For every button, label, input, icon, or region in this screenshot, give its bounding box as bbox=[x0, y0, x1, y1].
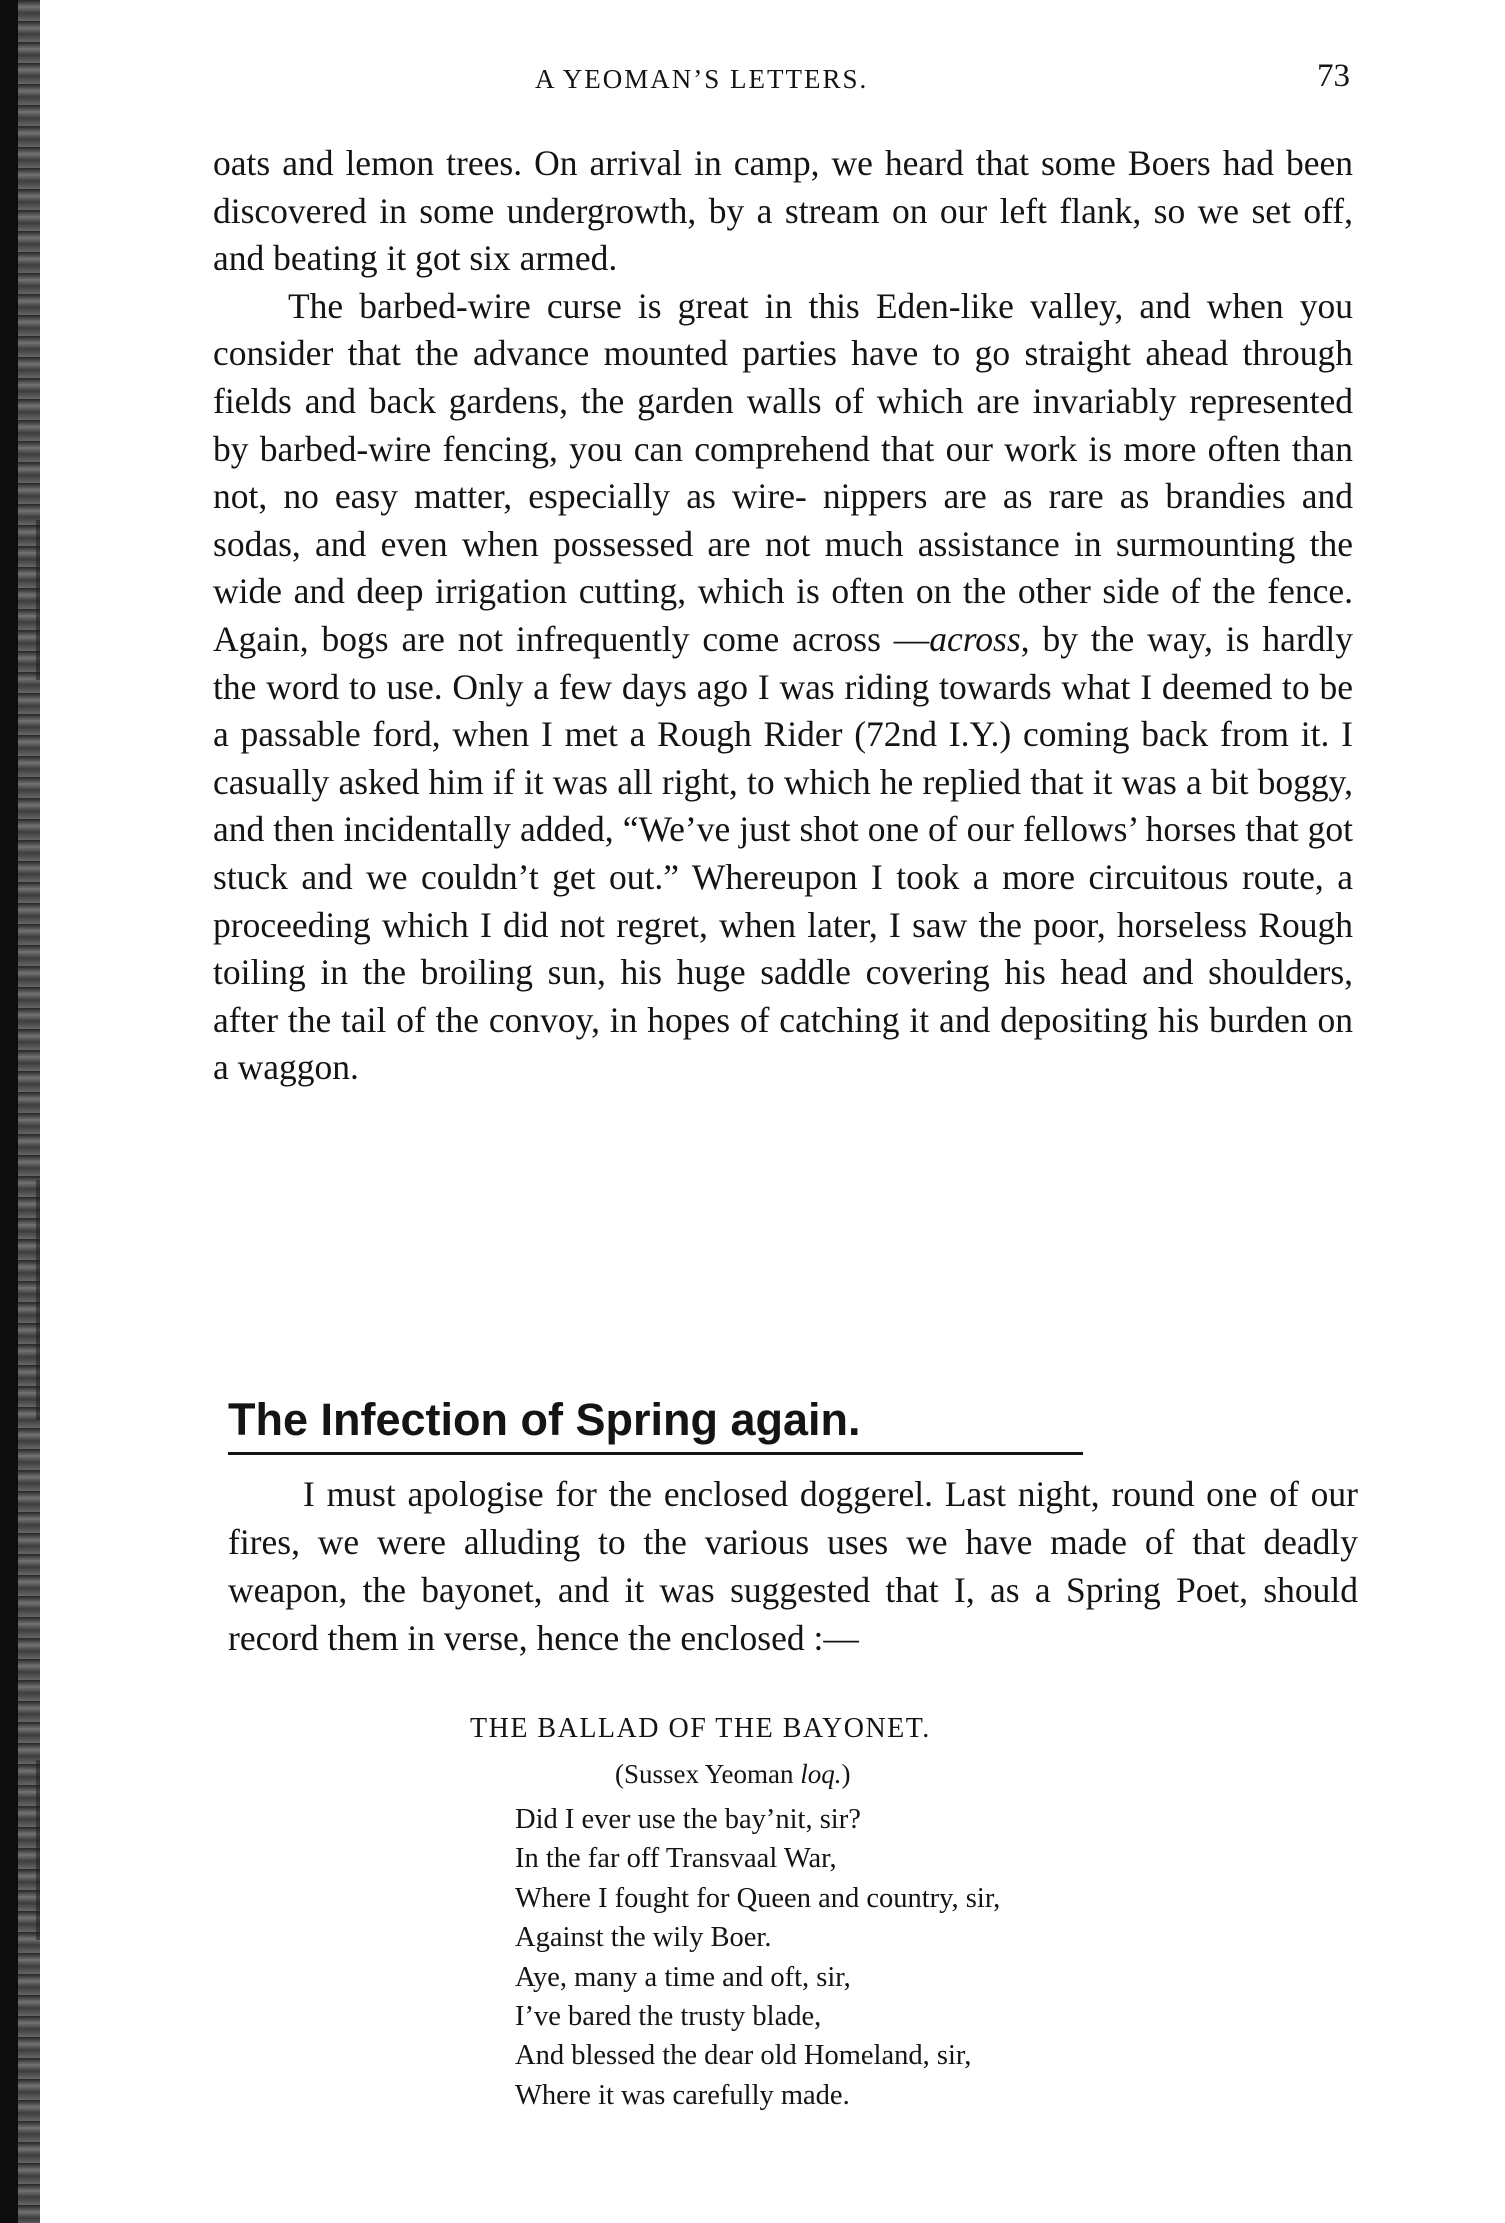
text-line: by a stream on our left flank, so we set off, and beating bbox=[213, 190, 1354, 279]
subtitle-italic: loq. bbox=[800, 1759, 842, 1789]
text-line: that some Boers had been discovered in some undergrowth, bbox=[213, 143, 1354, 231]
paragraph bbox=[213, 283, 1353, 1092]
text-line: horses that got stuck and we couldn’t get out.” Whereupon bbox=[213, 809, 1354, 897]
text-line: , by the way, is hardly the word to use. Only a few bbox=[213, 618, 1354, 707]
paragraph bbox=[213, 140, 1353, 283]
paragraph bbox=[228, 1470, 1358, 1662]
text-line: I must apologise for the enclosed doggerel. Last night, bbox=[303, 1474, 1100, 1514]
text-line: and when you consider that the advance mounted parties bbox=[213, 285, 1353, 374]
section-heading: The Infection of Spring again. bbox=[228, 1392, 1083, 1455]
verse-line: I’ve bared the trusty blade, bbox=[515, 2001, 822, 2033]
text-line: which he replied that it was a bit boggy, and then bbox=[213, 761, 1353, 850]
text-line: verse, hence the enclosed :— bbox=[443, 1618, 859, 1658]
edge-streak bbox=[36, 1180, 40, 1420]
dash: — bbox=[893, 618, 930, 659]
text-line: and deep irrigation cutting, which is often on the other side bbox=[293, 571, 1160, 612]
verse-line: Where it was carefully made. bbox=[515, 2079, 850, 2111]
subtitle-prefix: (Sussex Yeoman bbox=[615, 1759, 801, 1789]
text-line: we have made of that deadly weapon, the bayonet, and it was bbox=[228, 1522, 1359, 1610]
text-line: incidentally added, “We’ve just shot one of our fellows’ bbox=[343, 809, 1137, 850]
text-line: nippers are as rare as brandies and sodas, and even when bbox=[213, 476, 1353, 564]
text-line: of the fence. Again, bogs are not infrequently come across bbox=[213, 571, 1353, 659]
text-line: shoulders, after the tail of the convoy, in hopes of catching bbox=[213, 952, 1354, 1040]
text-line: it got six armed. bbox=[386, 238, 618, 279]
text-line: have to go straight ahead through fields and back gardens, bbox=[213, 333, 1353, 421]
text-line: days ago I was riding towards what I deemed to be a bbox=[213, 666, 1353, 755]
ballad-title: THE BALLAD OF THE BAYONET. bbox=[470, 1713, 931, 1744]
text-line: more often than not, no easy matter, especially as wire- bbox=[213, 428, 1353, 517]
edge-streak bbox=[36, 520, 40, 680]
text-line: back from it. I casually asked him if it was all right, to bbox=[213, 714, 1353, 802]
body-text bbox=[213, 140, 1353, 1092]
text-line: it and depositing his burden on a waggon. bbox=[213, 999, 1353, 1088]
text-line: barbed-wire fencing, you can comprehend that our work is bbox=[259, 428, 1113, 469]
text-line: passable ford, when I met a Rough Rider (72nd I.Y.) coming bbox=[240, 714, 1130, 755]
verse-line: Did I ever use the bay’nit, sir? bbox=[515, 1804, 861, 1835]
running-header bbox=[215, 50, 1360, 110]
text-line: I took a more circuitous route, a proceeding which I did not bbox=[213, 856, 1354, 945]
ballad-verse bbox=[515, 1800, 1000, 2115]
verse-line: And blessed the dear old Homeland, sir, bbox=[515, 2040, 972, 2072]
italic-word: across bbox=[929, 618, 1021, 659]
text-line: The barbed-wire curse is great in this Eden-like valley, bbox=[288, 285, 1124, 326]
text-line: suggested that I, as a Spring Poet, should record them in bbox=[228, 1570, 1359, 1658]
text-line: in the broiling sun, his huge saddle covering his head and bbox=[320, 952, 1194, 993]
page-edge-shadow bbox=[0, 0, 40, 2223]
verse-line: Where I fought for Queen and country, sir, bbox=[515, 1882, 1001, 1914]
page-number: 73 bbox=[1317, 58, 1350, 94]
verse-line: Aye, many a time and oft, sir, bbox=[515, 1961, 851, 1993]
subtitle-suffix: ) bbox=[841, 1759, 851, 1789]
text-line: possessed are not much assistance in surmounting the wide bbox=[213, 523, 1353, 612]
text-line: round one of our fires, we were alluding to the various uses bbox=[228, 1474, 1358, 1562]
text-line: the garden walls of which are invariably represented by bbox=[213, 380, 1354, 469]
ballad-subtitle bbox=[615, 1759, 851, 1790]
section-body bbox=[228, 1470, 1358, 1662]
text-line: oats and lemon trees. On arrival in camp, we heard bbox=[213, 143, 964, 183]
running-title: A YEOMAN’S LETTERS. bbox=[535, 64, 869, 94]
verse-line: In the far off Transvaal War, bbox=[515, 1843, 837, 1875]
text-line: regret, when later, I saw the poor, horseless Rough toiling bbox=[213, 904, 1354, 993]
verse-line: Against the wily Boer. bbox=[515, 1922, 772, 1954]
edge-streak bbox=[36, 1760, 40, 1940]
